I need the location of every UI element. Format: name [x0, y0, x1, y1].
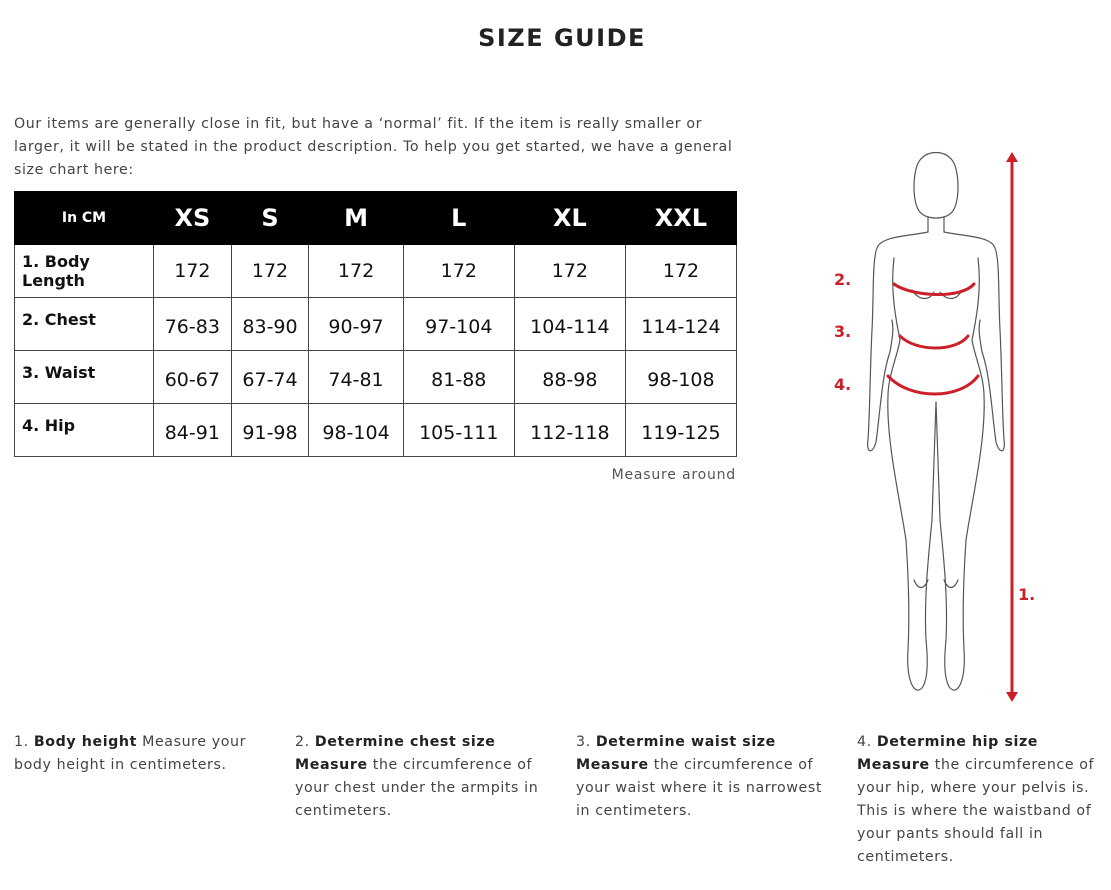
- step-heading: Determine hip size Measure: [857, 734, 1039, 773]
- table-cell: 172: [514, 245, 625, 298]
- waist-band: [900, 336, 968, 348]
- size-header: M: [309, 192, 403, 245]
- table-cell: 81-88: [403, 351, 514, 404]
- size-header: L: [403, 192, 514, 245]
- size-header: XS: [154, 192, 232, 245]
- measurement-bands: [888, 284, 978, 394]
- step-number: 4.: [857, 734, 872, 750]
- table-cell: 83-90: [231, 298, 309, 351]
- table-header-row: [15, 192, 737, 245]
- step-chest-size: [295, 731, 550, 823]
- table-cell: 114-124: [625, 298, 736, 351]
- table-row: [15, 404, 737, 457]
- measure-around-note: Measure around: [611, 467, 736, 483]
- row-label: 3. Waist: [15, 351, 154, 404]
- table-cell: 104-114: [514, 298, 625, 351]
- table-cell: 172: [154, 245, 232, 298]
- figure-label-4: 4.: [834, 375, 852, 394]
- step-text: Measure your body height in centimeters.: [14, 734, 247, 773]
- figure-label-1: 1.: [1018, 585, 1036, 604]
- table-cell: 172: [231, 245, 309, 298]
- step-heading: Body height: [33, 734, 138, 750]
- table-cell: 112-118: [514, 404, 625, 457]
- hip-band: [888, 376, 978, 394]
- step-number: 2.: [295, 734, 310, 750]
- step-heading: Determine waist size Measure: [576, 734, 776, 773]
- table-cell: 90-97: [309, 298, 403, 351]
- table-row: [15, 298, 737, 351]
- step-hip-size: [857, 731, 1111, 869]
- table-cell: 97-104: [403, 298, 514, 351]
- table-row: [15, 351, 737, 404]
- table-cell: 76-83: [154, 298, 232, 351]
- figure-label-3: 3.: [834, 322, 852, 341]
- size-header: XL: [514, 192, 625, 245]
- size-chart-table: [14, 191, 737, 457]
- table-cell: 105-111: [403, 404, 514, 457]
- table-cell: 172: [309, 245, 403, 298]
- step-body-height: [14, 731, 264, 777]
- size-header: S: [231, 192, 309, 245]
- step-text: the circumference of your hip, where your pelvis is. This is where the waistband of your pants should fall in centimeters.: [857, 757, 1095, 865]
- size-header: XXL: [625, 192, 736, 245]
- step-number: 3.: [576, 734, 591, 750]
- table-cell: 60-67: [154, 351, 232, 404]
- step-heading: Determine chest size Measure: [295, 734, 496, 773]
- table-cell: 172: [625, 245, 736, 298]
- table-row: [15, 245, 737, 298]
- step-text: the circumference of your waist where it is narrowest in centimeters.: [576, 757, 823, 819]
- figure-label-2: 2.: [834, 270, 852, 289]
- row-label: 4. Hip: [15, 404, 154, 457]
- row-label: 1. Body Length: [15, 245, 154, 298]
- intro-text: Our items are generally close in fit, but have a ‘normal’ fit. If the item is really smaller or larger, it will be stated in the product description. To help you get started, we have a general size chart here:: [14, 116, 733, 178]
- step-waist-size: [576, 731, 831, 823]
- table-cell: 74-81: [309, 351, 403, 404]
- table-cell: 88-98: [514, 351, 625, 404]
- body-outline: [868, 153, 1005, 691]
- table-cell: 84-91: [154, 404, 232, 457]
- row-label: 2. Chest: [15, 298, 154, 351]
- body-measurement-figure: [820, 140, 1060, 710]
- height-arrow: [1006, 152, 1018, 702]
- table-cell: 119-125: [625, 404, 736, 457]
- table-cell: 98-104: [309, 404, 403, 457]
- step-text: the circumference of your chest under the armpits in centimeters.: [295, 757, 539, 819]
- table-cell: 172: [403, 245, 514, 298]
- table-cell: 98-108: [625, 351, 736, 404]
- unit-header: In CM: [15, 192, 154, 245]
- page-title: SIZE GUIDE: [478, 24, 646, 52]
- table-cell: 67-74: [231, 351, 309, 404]
- step-number: 1.: [14, 734, 29, 750]
- table-cell: 91-98: [231, 404, 309, 457]
